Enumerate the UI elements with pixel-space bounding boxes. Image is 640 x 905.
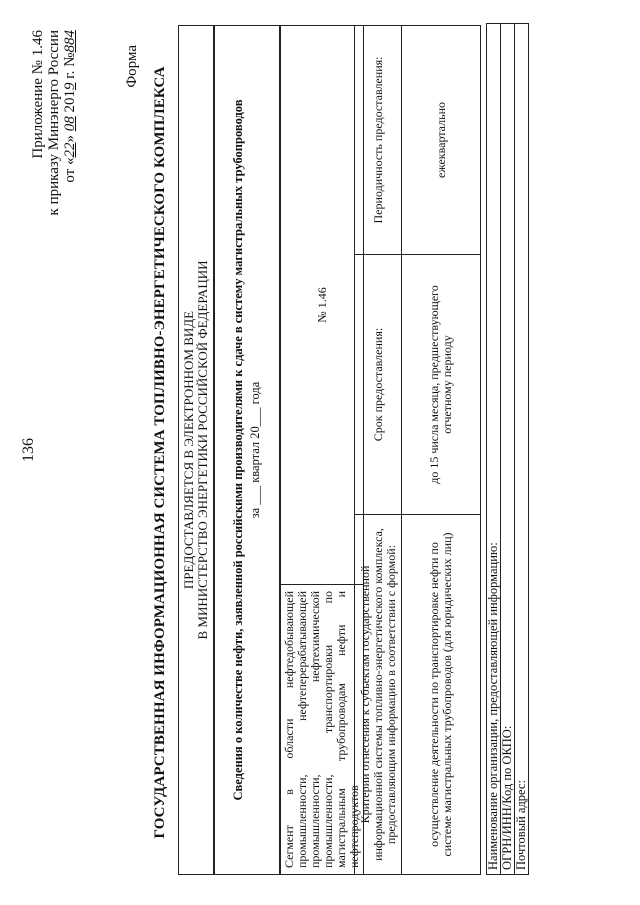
order-year-digit: 9 <box>62 82 78 91</box>
submission-box <box>178 25 214 875</box>
report-title: Сведения о количестве нефти, заявленной российскими производителями к сдаче в систему магистральных трубопроводов <box>231 99 245 801</box>
submission-line-1: ПРЕДОСТАВЛЯЕТСЯ В ЭЛЕКТРОННОМ ВИДЕ <box>181 310 196 590</box>
criteria-table <box>354 25 481 875</box>
appendix-line-2: к приказу Минэнерго России <box>46 30 62 216</box>
criteria-value: осуществление деятельности по транспортировке нефти по системе магистральных трубопроводов (для юридических лиц) <box>402 515 481 875</box>
page-number: 136 <box>20 438 37 462</box>
segment-table <box>280 25 364 875</box>
order-number: 884 <box>62 30 78 53</box>
order-date-mid-2: 201 <box>62 90 78 117</box>
submission-cell <box>179 26 214 875</box>
organization-info <box>486 23 529 875</box>
document-title: ГОСУДАРСТВЕННАЯ ИНФОРМАЦИОННАЯ СИСТЕМА ТОПЛИВНО-ЭНЕРГЕТИЧЕСКОГО КОМПЛЕКСА <box>152 66 168 839</box>
report-period: за ___ квартал 20___ года <box>248 381 262 519</box>
form-label: Форма <box>124 45 140 88</box>
order-date-mid-3: г. № <box>62 52 78 83</box>
report-title-box <box>214 25 280 875</box>
appendix-line-1: Приложение № 1.46 <box>30 30 46 159</box>
appendix-line-3 <box>62 30 78 290</box>
report-title-cell <box>215 26 280 875</box>
ogrn-field: ОГРН/ИНН/Код по ОКПО: <box>501 24 515 874</box>
submission-line-2: В МИНИСТЕРСТВО ЭНЕРГЕТИКИ РОССИЙСКОЙ ФЕДЕРАЦИИ <box>195 260 210 640</box>
org-name-field: Наименование организации, предоставляющей информацию: <box>487 24 501 874</box>
order-date-mid-1: » <box>62 131 78 143</box>
order-month: 08 <box>62 116 78 132</box>
periodicity-value: ежеквартально <box>402 26 481 255</box>
order-date-prefix: от « <box>62 157 78 183</box>
segment-description: Сегмент в области нефтедобывающей промышленности, нефтеперерабатывающей промышленности, нефтехимической промышленности, транспортировки по магистральным трубопроводам нефти и нефтепродуктов <box>281 585 364 875</box>
form-number: № 1.46 <box>281 26 364 585</box>
periodicity-header: Периодичность предоставления: <box>355 26 402 255</box>
appendix-header <box>30 30 78 290</box>
order-day: 22 <box>62 142 78 158</box>
deadline-header: Срок предоставления: <box>355 255 402 515</box>
address-field: Почтовый адрес: <box>515 24 529 874</box>
deadline-value: до 15 числа месяца, предшествующего отчетному периоду <box>402 255 481 515</box>
criteria-header: Критерии отнесения к субъектам государственной информационной системы топливно-энергетического комплекса, предоставляющим информацию в соответствии с формой: <box>355 515 402 875</box>
